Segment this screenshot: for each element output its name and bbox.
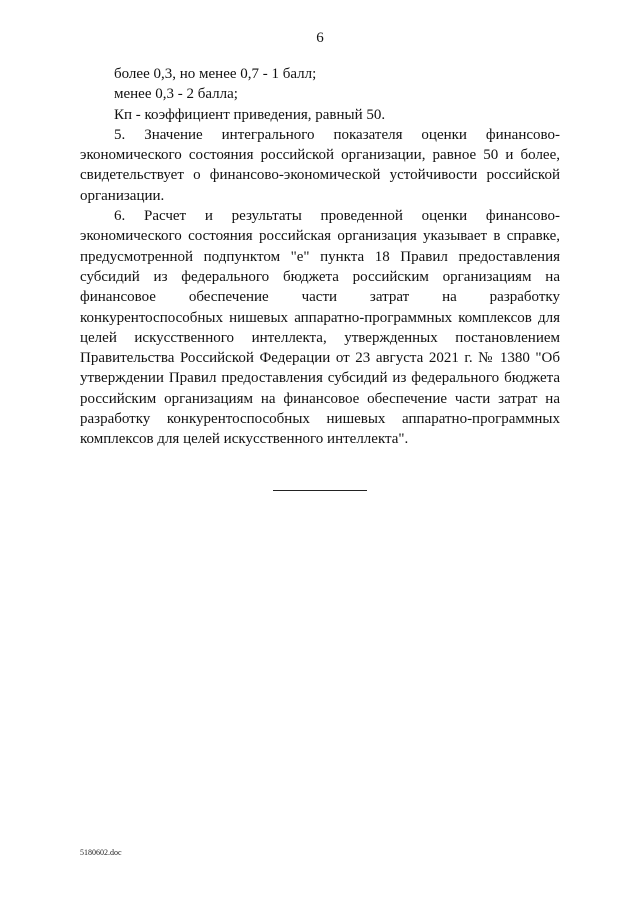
paragraph-5: 5. Значение интегрального показателя оценки финансово-экономического состояния российской организации, равное 50 и более, свидетельствует о финансово-экономической устойчивости российской организации. bbox=[80, 126, 560, 204]
footer-file-id: 5180602.doc bbox=[80, 848, 122, 857]
document-body bbox=[80, 64, 560, 450]
page-number: 6 bbox=[316, 30, 324, 46]
end-separator-line bbox=[273, 490, 367, 491]
coefficient-line: Кп - коэффициент приведения, равный 50. bbox=[114, 106, 386, 123]
score-line-1: более 0,3, но менее 0,7 - 1 балл; bbox=[114, 66, 317, 82]
score-line-2: менее 0,3 - 2 балла; bbox=[114, 86, 238, 103]
paragraph-6: 6. Расчет и результаты проведенной оценки финансово-экономического состояния российская организация указывает в справке, предусмотренной подпунктом "е" пункта 18 Правил предоставления субсидий из федерального бюджета российским организациям на финансовое обеспечение части затрат на разработку конкурентоспособных нишевых аппаратно-программных комплексов для целей искусственного интеллекта, утвержденных постановлением Правительства Российской Федерации от 23 августа 2021 г. № 1380 "Об утверждении Правил предоставления субсидий из федерального бюджета российским организациям на финансовое обеспечение части затрат на разработку конкурентоспособных нишевых аппаратно-программных комплексов для целей искусственного интеллекта". bbox=[80, 208, 560, 448]
